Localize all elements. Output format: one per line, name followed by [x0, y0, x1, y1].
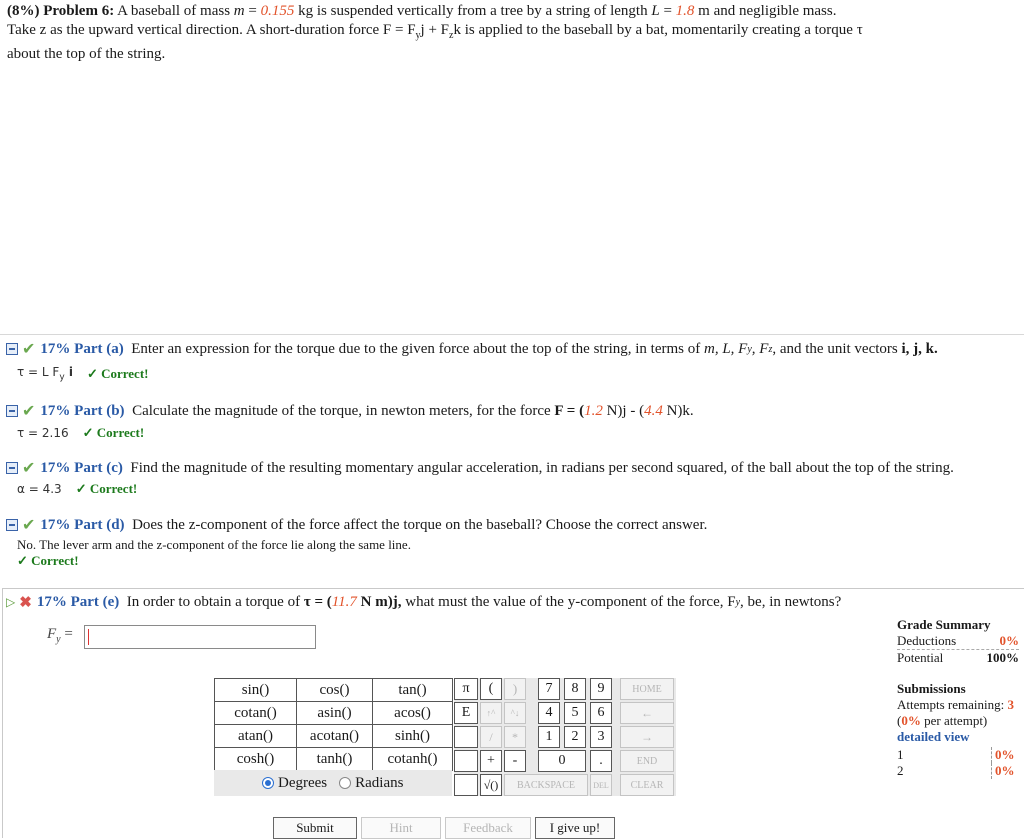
part-e-header: ▷ ✖ 17% Part (e) In order to obtain a torque of τ = ( 11.7 N m)j, what must the value of the y-component of the force, F y , be, in newtons? — [6, 593, 842, 611]
angle-mode — [214, 770, 452, 796]
degrees-radio[interactable]: Degrees — [262, 775, 327, 792]
key-up[interactable]: ↑^ — [480, 702, 502, 724]
key-sin[interactable]: sin() — [215, 679, 297, 702]
function-keypad — [214, 678, 453, 771]
radians-radio[interactable]: Radians — [339, 775, 403, 792]
check-icon: ✔ — [22, 341, 36, 358]
part-a-header: ✔ 17% Part (a) Enter an expression for the torque due to the given force about the top of the string, in terms of m, L, F y , F z , and the unit vectors i, j, k. — [6, 338, 938, 360]
grade-summary: Grade Summary Deductions 0% Potential 100% — [897, 617, 1019, 665]
part-d-header: ✔ 17% Part (d) Does the z-component of the force affect the torque on the baseball? Choose the correct answer. — [6, 514, 707, 536]
key-close-paren[interactable]: ) — [504, 678, 526, 700]
key-minus[interactable]: - — [504, 750, 526, 772]
status-correct: ✓ Correct! — [82, 425, 145, 440]
key-clear[interactable]: CLEAR — [620, 774, 674, 796]
history-row: 2 0% — [897, 763, 1019, 779]
numeric-keypad — [454, 678, 676, 796]
key-6[interactable]: 6 — [590, 702, 612, 724]
key-cotanh[interactable]: cotanh() — [373, 748, 453, 771]
collapse-icon[interactable] — [6, 519, 18, 531]
feedback-button[interactable]: Feedback — [445, 817, 531, 839]
key-blank — [454, 726, 478, 748]
part-c-answer: α = 4.3 ✓ Correct! — [17, 481, 138, 496]
status-correct: ✓ Correct! — [86, 365, 149, 381]
key-del[interactable]: DEL — [590, 774, 612, 796]
part-c-header: ✔ 17% Part (c) Find the magnitude of the resulting momentary angular acceleration, in radians per second squared, of the ball about the top of the string. — [6, 457, 954, 479]
key-backspace[interactable]: BACKSPACE — [504, 774, 588, 796]
key-sinh[interactable]: sinh() — [373, 725, 453, 748]
key-3[interactable]: 3 — [590, 726, 612, 748]
check-icon: ✔ — [22, 460, 36, 477]
key-left-arrow[interactable]: ← — [620, 702, 674, 724]
key-tanh[interactable]: tanh() — [297, 748, 373, 771]
key-4[interactable]: 4 — [538, 702, 560, 724]
collapse-icon[interactable] — [6, 405, 18, 417]
key-down[interactable]: ^↓ — [504, 702, 526, 724]
problem-label: (8%) Problem 6: — [7, 3, 115, 19]
play-icon: ▷ — [6, 594, 16, 609]
check-icon: ✔ — [22, 403, 36, 420]
key-e[interactable]: E — [454, 702, 478, 724]
key-decimal[interactable]: . — [590, 750, 612, 772]
detailed-view-link[interactable]: detailed view — [897, 729, 970, 744]
key-acotan[interactable]: acotan() — [297, 725, 373, 748]
key-divide[interactable]: / — [480, 726, 502, 748]
key-home[interactable]: HOME — [620, 678, 674, 700]
key-pi[interactable]: π — [454, 678, 478, 700]
key-2[interactable]: 2 — [564, 726, 586, 748]
attempts-remaining: 3 — [1007, 697, 1014, 712]
key-atan[interactable]: atan() — [215, 725, 297, 748]
length-value: 1.8 — [675, 3, 695, 19]
divider — [0, 334, 1024, 335]
key-asin[interactable]: asin() — [297, 702, 373, 725]
give-up-button[interactable]: I give up! — [535, 817, 615, 839]
key-acos[interactable]: acos() — [373, 702, 453, 725]
part-b-answer: τ = 2.16 ✓ Correct! — [17, 425, 145, 440]
part-b-header: ✔ 17% Part (b) Calculate the magnitude of the torque, in newton meters, for the force F = ( 1.2 N)j - ( 4.4 N)k. — [6, 400, 694, 422]
key-blank — [454, 750, 478, 772]
key-9[interactable]: 9 — [590, 678, 612, 700]
key-end[interactable]: END — [620, 750, 674, 772]
key-multiply[interactable]: * — [504, 726, 526, 748]
key-8[interactable]: 8 — [564, 678, 586, 700]
problem-statement: (8%) Problem 6: A baseball of mass m = 0.155 kg is suspended vertically from a tree by a string of length L = 1.8 m and negligible mass. Take z as the upward vertical direction. A short-duration force $F = F_yj + F_zk$ is applied to the baseball by a bat, momentarily creating a torque τ about the top of the string. — [7, 3, 863, 62]
mass-value: 0.155 — [260, 3, 295, 19]
key-blank — [454, 774, 478, 796]
incorrect-icon: ✖ — [19, 594, 32, 611]
key-5[interactable]: 5 — [564, 702, 586, 724]
key-right-arrow[interactable]: → — [620, 726, 674, 748]
key-0[interactable]: 0 — [538, 750, 586, 772]
key-open-paren[interactable]: ( — [480, 678, 502, 700]
submissions-panel: Submissions Attempts remaining: 3 (0% per attempt) detailed view 1 0% 2 0% — [897, 681, 1019, 779]
collapse-icon[interactable] — [6, 462, 18, 474]
fy-input-label: $F_y$ = — [47, 626, 73, 645]
text-cursor — [88, 629, 89, 645]
key-sqrt[interactable]: √() — [480, 774, 502, 796]
deductions-value: 0% — [999, 633, 1019, 648]
key-cos[interactable]: cos() — [297, 679, 373, 702]
check-icon: ✔ — [22, 517, 36, 534]
key-plus[interactable]: + — [480, 750, 502, 772]
part-d-answer: No. The lever arm and the z-component of the force lie along the same line. — [17, 537, 411, 552]
submit-button[interactable]: Submit — [273, 817, 357, 839]
part-a-answer: τ = L $F_y$ i ✓ Correct! — [17, 365, 149, 383]
key-1[interactable]: 1 — [538, 726, 560, 748]
key-tan[interactable]: tan() — [373, 679, 453, 702]
key-7[interactable]: 7 — [538, 678, 560, 700]
hint-button[interactable]: Hint — [361, 817, 441, 839]
history-row: 1 0% — [897, 747, 1019, 763]
key-cotan[interactable]: cotan() — [215, 702, 297, 725]
key-cosh[interactable]: cosh() — [215, 748, 297, 771]
potential-value: 100% — [986, 650, 1019, 665]
answer-input[interactable] — [84, 625, 316, 649]
status-correct: ✓ Correct! — [17, 553, 79, 568]
collapse-icon[interactable] — [6, 343, 18, 355]
status-correct: ✓ Correct! — [75, 481, 138, 496]
